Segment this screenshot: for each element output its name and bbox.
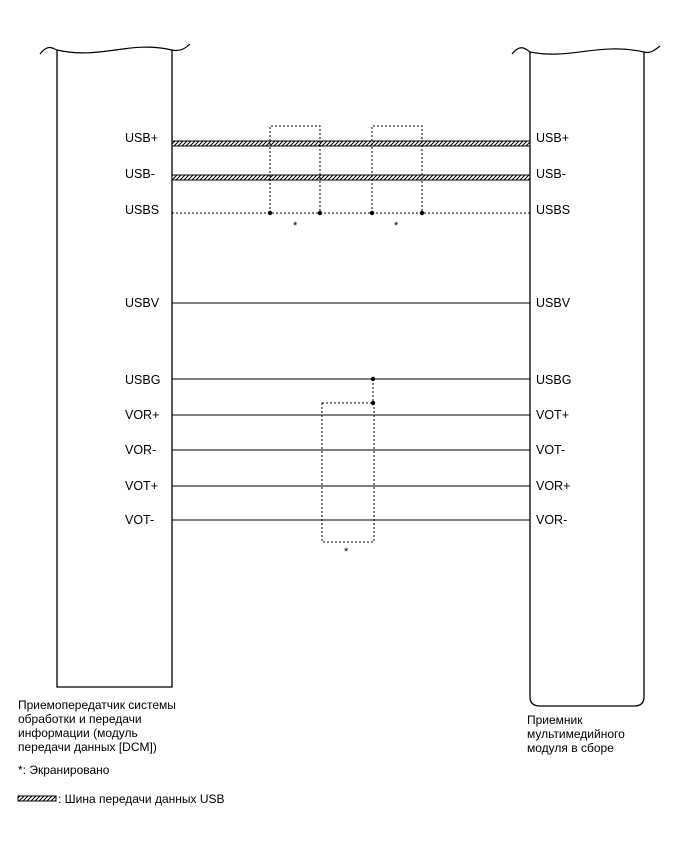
legend-usb-bus: : Шина передачи данных USB bbox=[58, 792, 225, 806]
legend-usb-bus-swatch bbox=[18, 796, 56, 801]
right-pin-label: USBS bbox=[536, 203, 571, 217]
junction-dot bbox=[420, 211, 424, 215]
right-pin-label: VOR+ bbox=[536, 479, 571, 493]
left-pin-label: USB- bbox=[125, 167, 155, 181]
left-pin-label: VOT- bbox=[125, 513, 155, 527]
left-pin-label: USB+ bbox=[125, 131, 159, 145]
left-component-box bbox=[57, 50, 172, 687]
junction-dot bbox=[318, 211, 322, 215]
left-pin-label: USBG bbox=[125, 373, 161, 387]
right-box-break bbox=[512, 46, 660, 54]
usb-shield-loop-1 bbox=[270, 126, 320, 213]
junction-dot bbox=[268, 211, 272, 215]
left-pin-label: VOT+ bbox=[125, 479, 158, 493]
legend-shielded: *: Экранировано bbox=[18, 763, 110, 777]
usb-shield-loop-2 bbox=[372, 126, 422, 213]
usb-minus-bus-wire bbox=[172, 175, 530, 180]
left-component-caption: Приемопередатчик системы bbox=[18, 698, 176, 712]
left-pin-label: VOR- bbox=[125, 443, 157, 457]
right-pin-label: USBG bbox=[536, 373, 572, 387]
right-pin-label: VOR- bbox=[536, 513, 568, 527]
right-pin-label: USB- bbox=[536, 167, 566, 181]
right-pin-label: USBV bbox=[536, 296, 571, 310]
right-component-caption: модуля в сборе bbox=[527, 741, 614, 755]
left-pin-label: VOR+ bbox=[125, 408, 160, 422]
junction-dot bbox=[370, 211, 374, 215]
left-component-caption: передачи данных [DCM]) bbox=[18, 740, 157, 754]
video-shield-loop bbox=[322, 403, 374, 542]
junction-dot bbox=[371, 377, 375, 381]
shield-marker: * bbox=[344, 546, 349, 558]
junction-dot bbox=[371, 401, 375, 405]
left-component-caption: информации (модуль bbox=[18, 726, 138, 740]
left-box-break bbox=[40, 44, 190, 54]
left-pin-label: USBS bbox=[125, 203, 160, 217]
right-pin-label: VOT- bbox=[536, 443, 566, 457]
left-component-caption: обработки и передачи bbox=[18, 712, 142, 726]
shield-marker: * bbox=[394, 220, 399, 232]
right-component-caption: мультимедийного bbox=[527, 727, 625, 741]
left-pin-label: USBV bbox=[125, 296, 160, 310]
usb-plus-bus-wire bbox=[172, 141, 530, 146]
right-pin-label: USB+ bbox=[536, 131, 570, 145]
shield-marker: * bbox=[293, 220, 298, 232]
right-pin-label: VOT+ bbox=[536, 408, 569, 422]
right-component-caption: Приемник bbox=[527, 713, 583, 727]
